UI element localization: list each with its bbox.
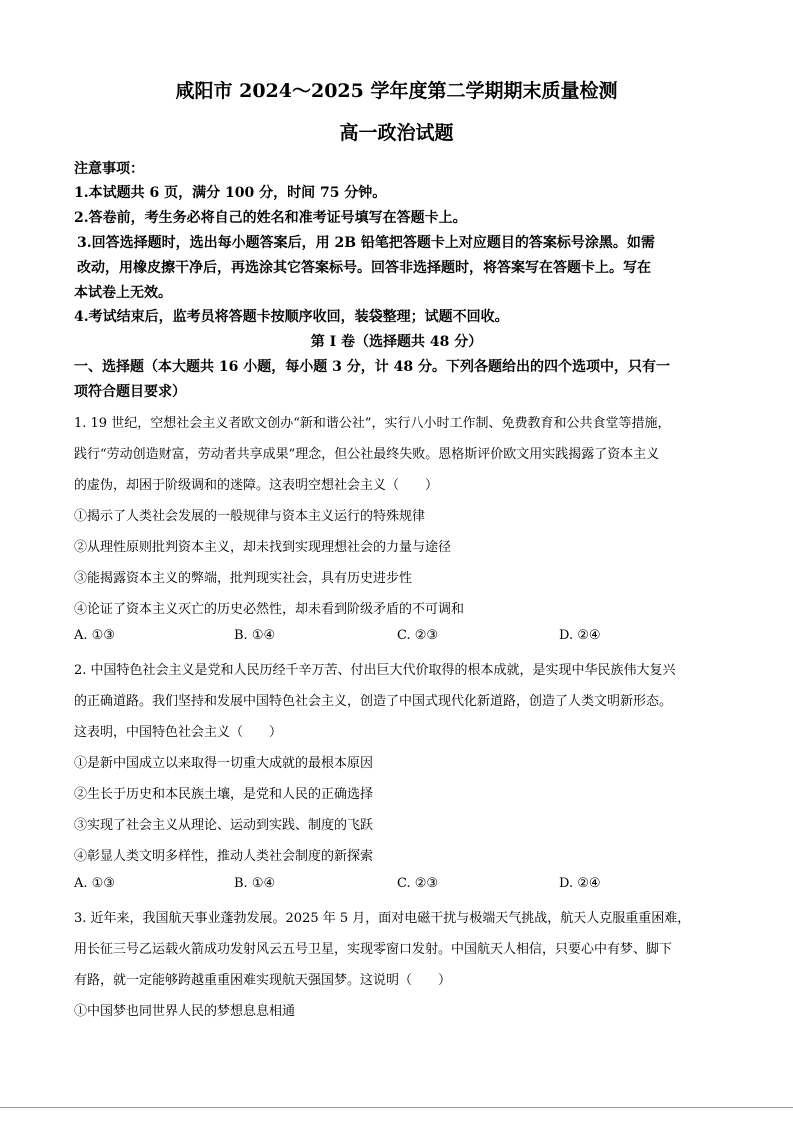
question-1-stem: 的虚伪，却困于阶级调和的迷障。这表明空想社会主义（ ）: [74, 478, 439, 493]
question-1-option-c: C. ②③: [397, 628, 439, 643]
question-1-option-b: B. ①④: [234, 628, 276, 643]
question-3-statement: ①中国梦也同世界人民的梦想息息相通: [74, 1004, 296, 1019]
question-3-stem: 3. 近年来，我国航天事业蓬勃发展。2025 年 5 月，面对电磁干扰与极端天气挑战，航天人克服重重困难，: [74, 911, 691, 926]
exam-title: 咸阳市 2024～2025 学年度第二学期期末质量检测: [175, 80, 618, 102]
question-1-stem: 践行“劳动创造财富，劳动者共享成果”理念，但公社最终失败。恩格斯评价欧文用实践揭露了资本主义: [74, 447, 660, 462]
question-2-stem: 这表明，中国特色社会主义（ ）: [74, 725, 283, 740]
page-bottom-divider: [0, 1107, 793, 1108]
question-2-option-a: A. ①③: [74, 876, 115, 891]
part1-title: 第 I 卷（选择题共 48 分）: [310, 334, 483, 350]
exam-subtitle: 高一政治试题: [339, 122, 454, 144]
question-2-statement: ④彰显人类文明多样性，推动人类社会制度的新探索: [74, 849, 374, 864]
question-2-option-b: B. ①④: [234, 876, 276, 891]
question-2-stem: 2. 中国特色社会主义是党和人民历经千辛万苦、付出巨大代价取得的根本成就，是实现中华民族伟大复兴: [74, 663, 676, 678]
question-1-stem: 1. 19 世纪，空想社会主义者欧文创办“新和谐公社”，实行八小时工作制、免费教育和公共食堂等措施，: [74, 416, 671, 431]
question-2-statement: ①是新中国成立以来取得一切重大成就的最根本原因: [74, 756, 374, 771]
question-1-statement: ①揭示了人类社会发展的一般规律与资本主义运行的特殊规律: [74, 509, 426, 524]
question-1-option-a: A. ①③: [74, 628, 115, 643]
notice-heading: 注意事项：: [74, 161, 144, 177]
notice-line: 本试卷上无效。: [74, 285, 172, 301]
question-1-statement: ②从理性原则批判资本主义，却未找到实现理想社会的力量与途径: [74, 540, 452, 555]
notice-line: 2.答卷前，考生务必将自己的姓名和准考证号填写在答题卡上。: [74, 210, 467, 226]
question-1-option-d: D. ②④: [559, 628, 601, 643]
question-3-stem: 有路，就一定能够跨越重重困难实现航天强国梦。这说明（ ）: [74, 973, 452, 988]
part1-instruction: 一、选择题（本大题共 16 小题，每小题 3 分，计 48 分。下列各题给出的四个选项中，只有一: [74, 359, 670, 375]
question-2-option-d: D. ②④: [559, 876, 601, 891]
question-1-statement: ④论证了资本主义灭亡的历史必然性，却未看到阶级矛盾的不可调和: [74, 602, 465, 617]
part1-instruction: 项符合题目要求）: [74, 384, 186, 400]
notice-line: 4.考试结束后，监考员将答题卡按顺序收回，装袋整理；试题不回收。: [74, 309, 509, 325]
question-1-statement: ③能揭露资本主义的弊端，批判现实社会，具有历史进步性: [74, 571, 413, 586]
question-2-statement: ③实现了社会主义从理论、运动到实践、制度的飞跃: [74, 818, 374, 833]
notice-line: 1.本试题共 6 页，满分 100 分，时间 75 分钟。: [74, 185, 387, 201]
question-3-stem: 用长征三号乙运载火箭成功发射风云五号卫星，实现零窗口发射。中国航天人相信，只要心中有梦、脚下: [74, 942, 673, 957]
notice-line: 3.回答选择题时，选出每小题答案后，用 2B 铅笔把答题卡上对应题目的答案标号涂黑。如需: [77, 235, 655, 251]
question-2-option-c: C. ②③: [397, 876, 439, 891]
question-2-stem: 的正确道路。我们坚持和发展中国特色社会主义，创造了中国式现代化新道路，创造了人类文明新形态。: [74, 694, 673, 709]
question-2-statement: ②生长于历史和本民族土壤，是党和人民的正确选择: [74, 787, 374, 802]
notice-line: 改动，用橡皮擦干净后，再选涂其它答案标号。回答非选择题时，将答案写在答题卡上。写在: [77, 260, 651, 276]
